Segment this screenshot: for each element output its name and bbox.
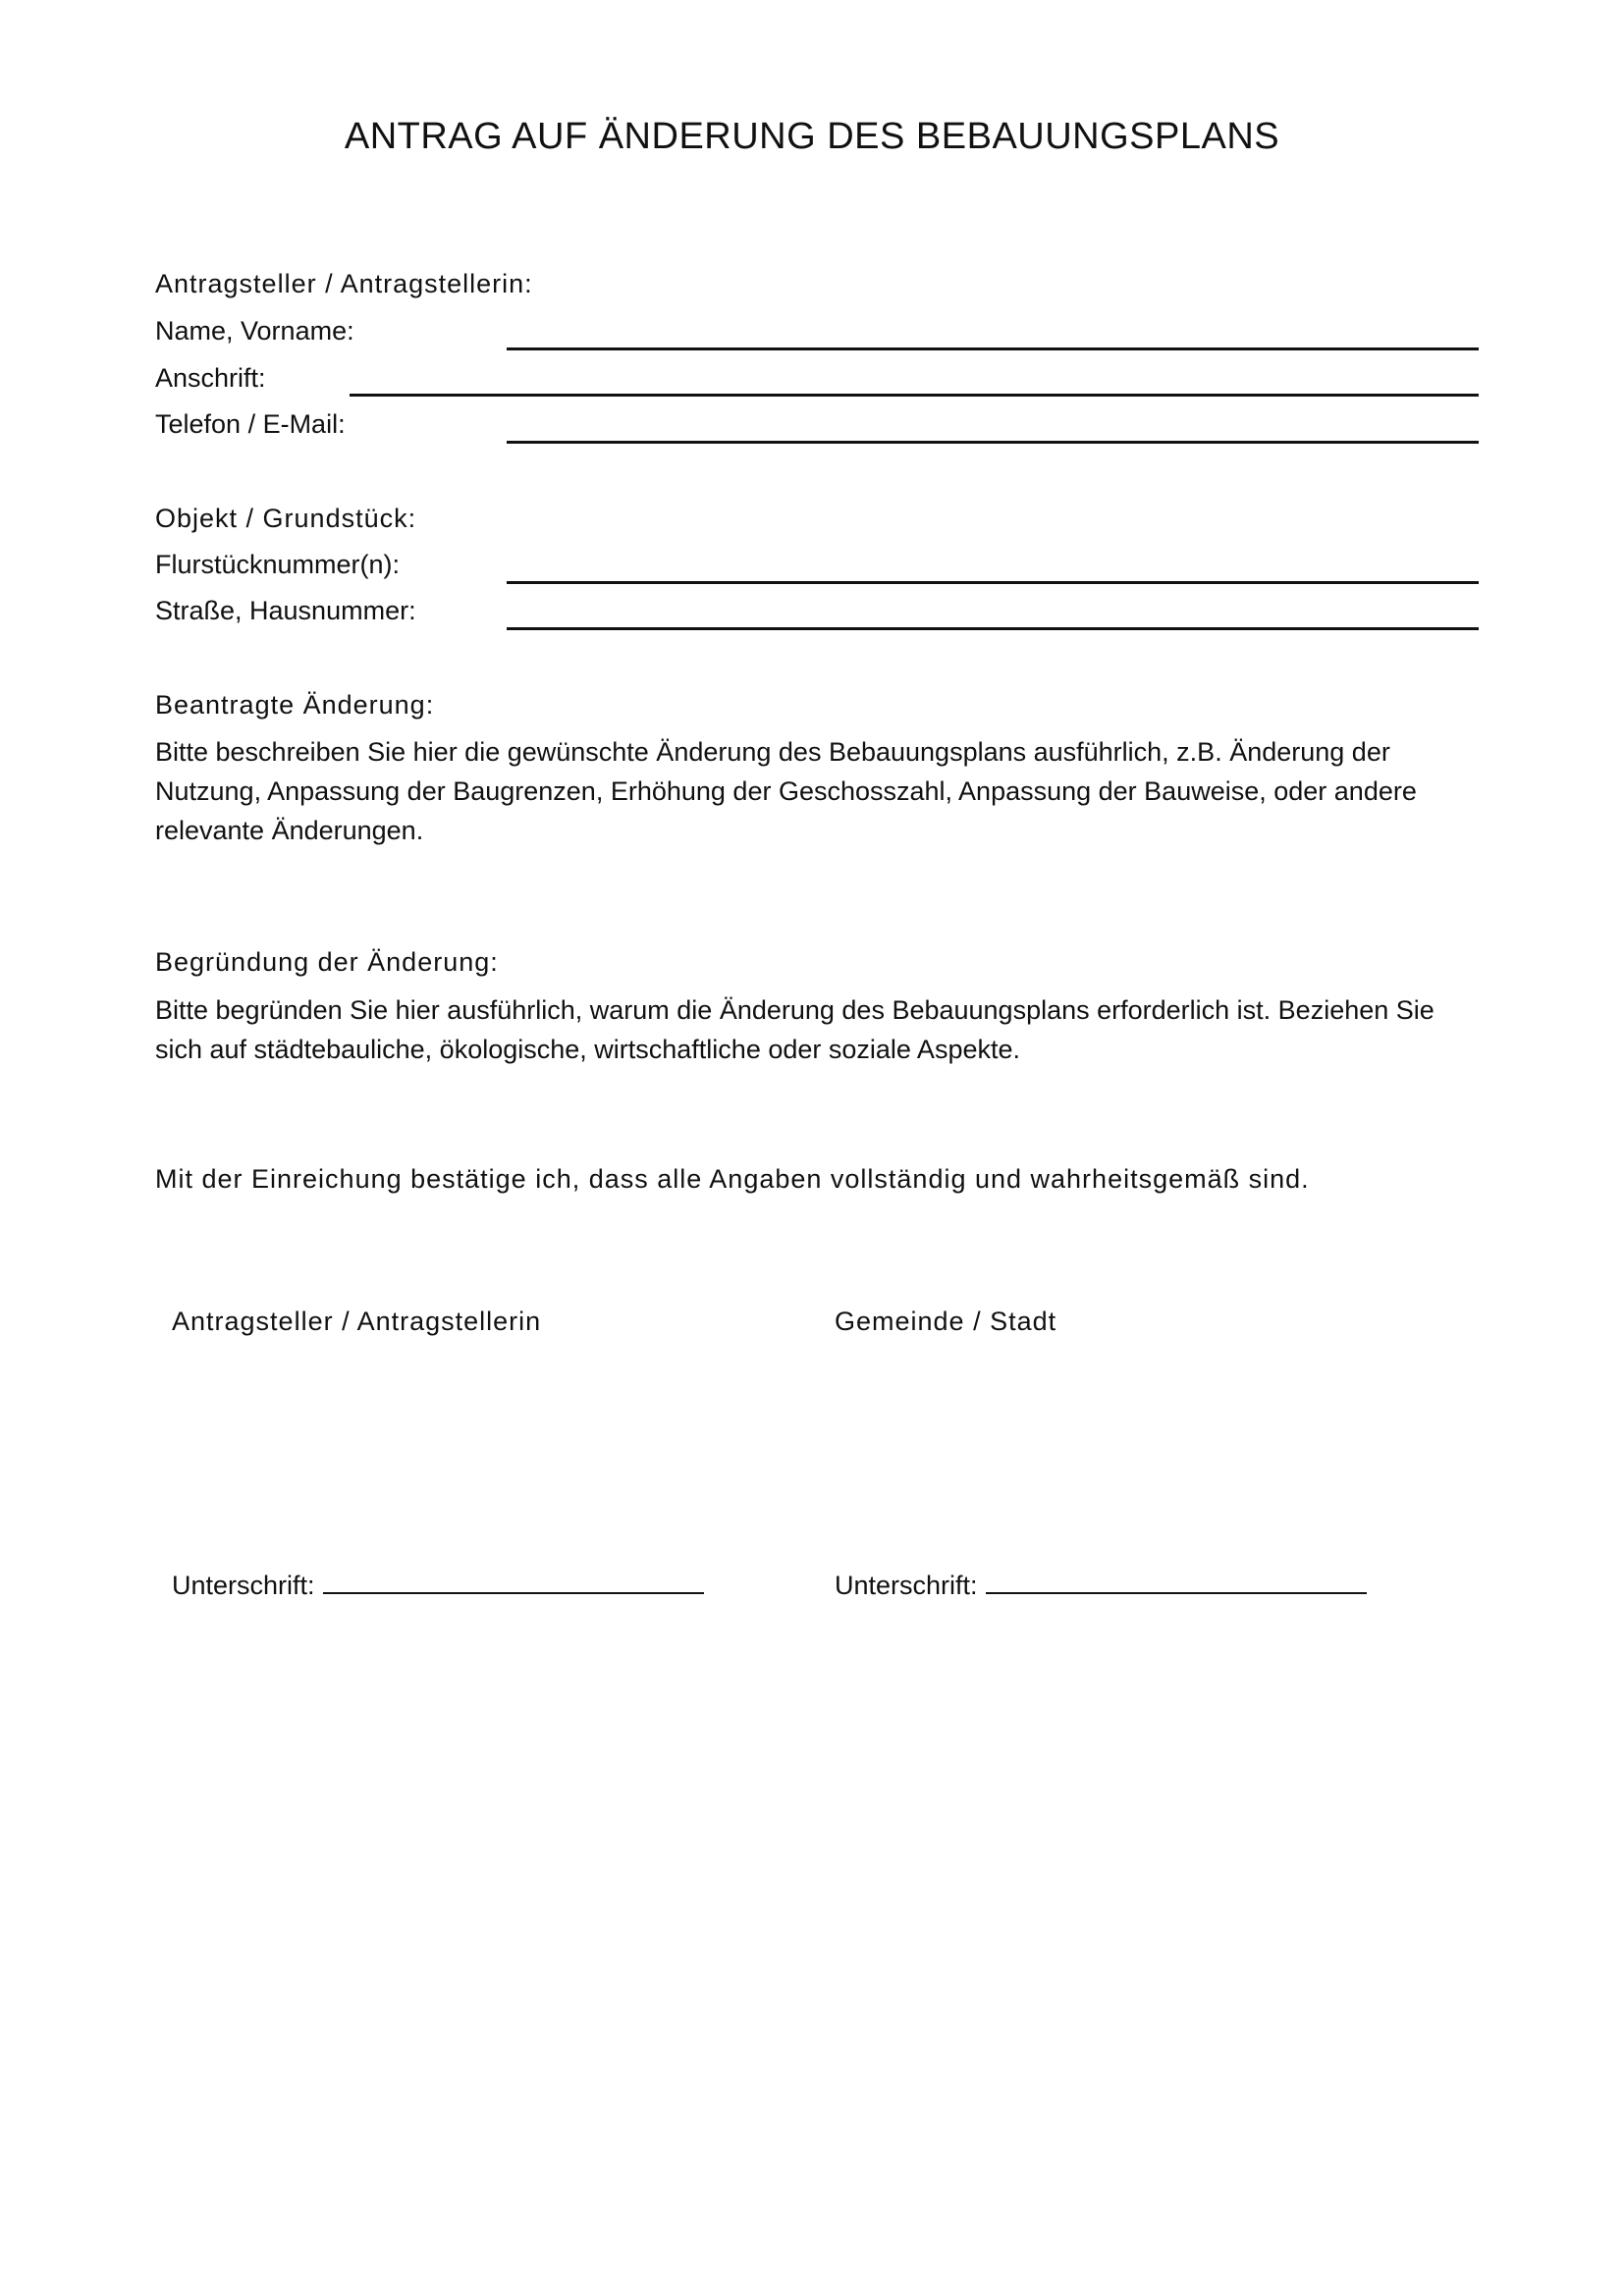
signature-left bbox=[172, 1571, 704, 1601]
name-field[interactable] bbox=[507, 347, 1479, 350]
signature-right bbox=[835, 1571, 1367, 1601]
address-label: Anschrift: bbox=[155, 363, 266, 393]
signature-left-line[interactable] bbox=[323, 1571, 704, 1594]
name-label: Name, Vorname: bbox=[155, 316, 354, 346]
parcel-label: Flurstücknummer(n): bbox=[155, 550, 401, 579]
signature-left-label: Unterschrift: bbox=[172, 1571, 315, 1600]
applicant-heading: Antragsteller / Antragstellerin: bbox=[155, 269, 533, 298]
justification-text: Bitte begründen Sie hier ausführlich, warum die Änderung des Bebauungsplans erforderlich ist. Beziehen Sie sich auf städtebauliche, ökologische, wirtschaftliche oder soziale Aspekte. bbox=[155, 995, 1435, 1064]
requested-change-heading: Beantragte Änderung: bbox=[155, 690, 435, 720]
street-field[interactable] bbox=[507, 627, 1479, 630]
document-title: ANTRAG AUF ÄNDERUNG DES BEBAUUNGSPLANS bbox=[344, 116, 1280, 157]
street-label: Straße, Hausnummer: bbox=[155, 596, 416, 625]
contact-label: Telefon / E-Mail: bbox=[155, 409, 346, 439]
contact-field[interactable] bbox=[507, 441, 1479, 444]
parcel-field[interactable] bbox=[507, 581, 1479, 584]
confirmation-text: Mit der Einreichung bestätige ich, dass alle Angaben vollständig und wahrheitsgemäß sind. bbox=[155, 1164, 1310, 1194]
requested-change-text: Bitte beschreiben Sie hier die gewünschte Änderung des Bebauungsplans ausführlich, z.B. Änderung der Nutzung, Anpassung der Baugrenzen, Erhöhung der Geschosszahl, Anpassung der Bauweise, oder andere relevante Änderungen. bbox=[155, 737, 1417, 845]
justification-heading: Begründung der Änderung: bbox=[155, 947, 499, 977]
signature-right-line[interactable] bbox=[986, 1571, 1367, 1594]
property-heading: Objekt / Grundstück: bbox=[155, 504, 417, 533]
signature-right-heading: Gemeinde / Stadt bbox=[835, 1307, 1057, 1336]
signature-right-label: Unterschrift: bbox=[835, 1571, 978, 1600]
signature-left-heading: Antragsteller / Antragstellerin bbox=[172, 1307, 542, 1336]
address-field[interactable] bbox=[350, 394, 1479, 397]
